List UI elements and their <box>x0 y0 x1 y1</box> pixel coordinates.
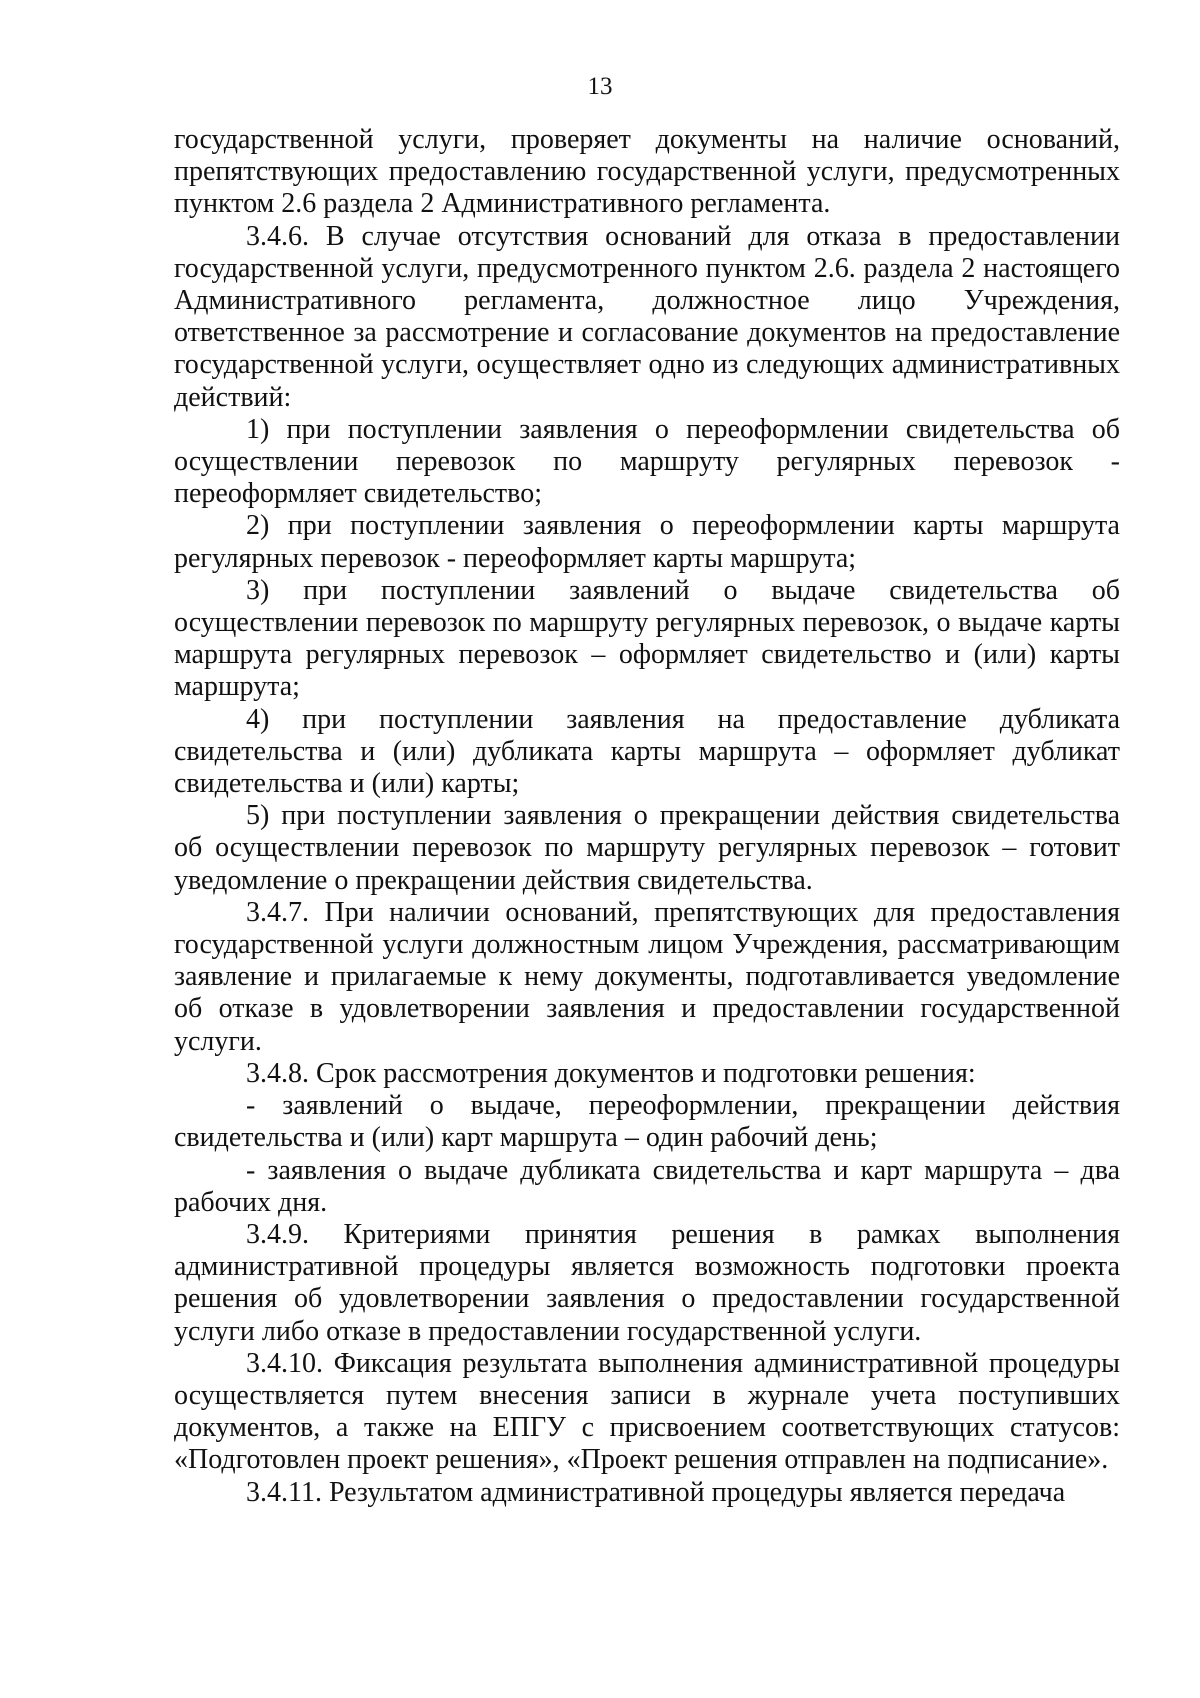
list-item: 3) при поступлении заявлений о выдаче свидетельства об осуществлении перевозок по маршруту регулярных перевозок, о выдаче карты маршрута регулярных перевозок – оформляет свидетельство и (или) карты маршрута; <box>174 574 1120 703</box>
list-item: 5) при поступлении заявления о прекращении действия свидетельства об осуществлении перевозок по маршруту регулярных перевозок – готовит уведомление о прекращении действия свидетельства. <box>174 800 1120 896</box>
page-number: 13 <box>587 73 613 100</box>
paragraph: 3.4.10. Фиксация результата выполнения административной процедуры осуществляется путем внесения записи в журнале учета поступивших документов, а также на ЕПГУ с присвоением соответствующих статусов: «Подготовлен проект решения», «Проект решения отправлен на подписание». <box>174 1347 1120 1476</box>
list-item: 2) при поступлении заявления о переоформлении карты маршрута регулярных перевозок - переоформляет карты маршрута; <box>174 510 1120 574</box>
list-item: 1) при поступлении заявления о переоформлении свидетельства об осуществлении перевозок по маршруту регулярных перевозок - переоформляет свидетельство; <box>174 413 1120 510</box>
body-text <box>174 124 1120 1509</box>
list-item: 4) при поступлении заявления на предоставление дубликата свидетельства и (или) дубликата карты маршрута – оформляет дубликат свидетельства и (или) карты; <box>174 703 1120 800</box>
paragraph: 3.4.7. При наличии оснований, препятствующих для предоставления государственной услуги должностным лицом Учреждения, рассматривающим заявление и прилагаемые к нему документы, подготавливается уведомление об отказе в удовлетворении заявления и предоставлении государственной услуги. <box>174 896 1120 1057</box>
paragraph: 3.4.9. Критериями принятия решения в рамках выполнения административной процедуры является возможность подготовки проекта решения об удовлетворении заявления о предоставлении государственной услуги либо отказе в предоставлении государственной услуги. <box>174 1218 1120 1347</box>
paragraph: 3.4.8. Срок рассмотрения документов и подготовки решения: <box>246 1057 976 1089</box>
list-item: - заявления о выдаче дубликата свидетельства и карт маршрута – два рабочих дня. <box>174 1154 1120 1218</box>
list-item: - заявлений о выдаче, переоформлении, прекращении действия свидетельства и (или) карт маршрута – один рабочий день; <box>174 1090 1120 1154</box>
paragraph: 3.4.11. Результатом административной процедуры является передача <box>246 1476 1066 1508</box>
paragraph: 3.4.6. В случае отсутствия оснований для отказа в предоставлении государственной услуги, предусмотренного пунктом 2.6. раздела 2 настоящего Административного регламента, должностное лицо Учреждения, ответственное за рассмотрение и согласование документов на предоставление государственной услуги, осуществляет одно из следующих административных действий: <box>174 220 1120 413</box>
paragraph: государственной услуги, проверяет документы на наличие оснований, препятствующих предоставлению государственной услуги, предусмотренных пунктом 2.6 раздела 2 Административного регламента. <box>174 124 1120 220</box>
